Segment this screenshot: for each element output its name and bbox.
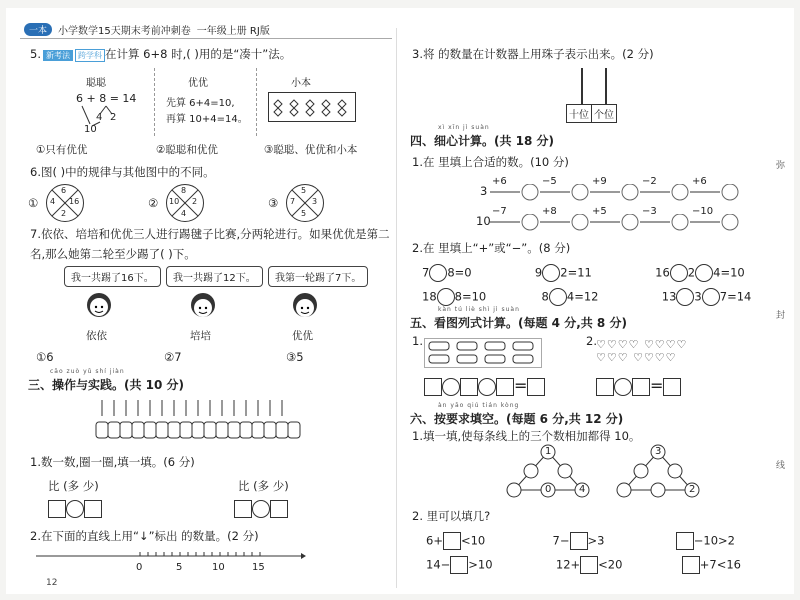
q6-option-3[interactable]: ③	[268, 196, 279, 210]
chain2-op2: +8	[542, 206, 557, 217]
s6-title: 六、按要求填空。(每题 6 分,共 12 分)	[410, 412, 624, 426]
girl-yiyi-icon	[84, 290, 114, 324]
header-edition: 一年级上册 RJ版	[196, 26, 270, 37]
header-title: 小学数学15天期末考前冲刺卷	[58, 26, 191, 37]
sign-circle[interactable]	[670, 264, 688, 282]
q7-line2: 名,那么她第二轮至少踢了( )下。	[30, 247, 196, 261]
xb-name: 小本	[291, 78, 311, 89]
brand-badge: 一本	[24, 23, 52, 36]
cong-equation: 6 + 8 = 14	[76, 92, 137, 105]
t2-top: 3	[655, 446, 662, 457]
answer-box[interactable]	[496, 378, 514, 396]
q5-title: 5. 新考法 跨学科 在计算 6+8 时,( )用的是“凑十”法。	[30, 47, 292, 61]
answer-circle[interactable]	[442, 378, 460, 396]
answer-box[interactable]	[443, 532, 461, 550]
triangle-puzzle-2[interactable]	[612, 444, 722, 500]
name-peipei: 培培	[190, 330, 211, 342]
divider-dash-2	[256, 68, 257, 136]
chain1-op5: +6	[692, 176, 707, 187]
sign-circle[interactable]	[549, 288, 567, 306]
chain2-op4: −3	[642, 206, 657, 217]
s3-title: 三、操作与实践。(共 10 分)	[28, 378, 185, 392]
speech-bubble-yiyi: 我一共踢了16下。	[64, 266, 161, 287]
new-method-tag: 新考法	[43, 50, 73, 61]
q7-line1: 7.依依、培培和优优三人进行踢毽子比赛,分两轮进行。如果优优是第二	[30, 227, 390, 241]
s3-pinyin: cāo zuò yǔ shí jiàn	[50, 368, 125, 375]
chain1-start: 3	[480, 184, 488, 198]
split-2: 2	[110, 112, 117, 123]
q7-option-3[interactable]: ③5	[286, 350, 304, 364]
r-q4-2-title: 2.在 里填上“+”或“−”。(8 分)	[412, 241, 571, 255]
compare-row-1: 比 (多 少)	[48, 479, 99, 493]
q3-2-title: 2.在下面的直线上用“↓”标出 的数量。(2 分)	[30, 529, 259, 543]
tens-label: 十位	[567, 105, 592, 122]
q6-circle-3: 5 7 3 5	[286, 184, 324, 222]
chain1-op2: −5	[542, 176, 557, 187]
speech-bubble-peipei: 我一共踢了12下。	[166, 266, 263, 287]
abacus[interactable]	[566, 68, 626, 108]
t1-bottom-1: 0	[545, 484, 552, 495]
answer-box[interactable]	[450, 556, 468, 574]
answer-circle[interactable]	[614, 378, 632, 396]
answer-box[interactable]	[527, 378, 545, 396]
s4-title: 四、细心计算。(共 18 分)	[410, 134, 555, 148]
s5-title: 五、看图列式计算。(每题 4 分,共 8 分)	[410, 316, 627, 330]
q6-circle-2: 8 10 2 4	[166, 184, 204, 222]
answer-box[interactable]	[424, 378, 442, 396]
page-number: 12	[46, 578, 58, 588]
sign-circle[interactable]	[702, 288, 720, 306]
t1-top: 1	[545, 446, 552, 457]
sign-circle[interactable]	[429, 264, 447, 282]
answer-box[interactable]	[84, 500, 102, 518]
answer-boxes-1	[48, 498, 102, 518]
ones-label: 个位	[594, 110, 614, 121]
seal-mark-3: 线	[776, 461, 786, 471]
r-q3-title: 3.将 的数量在计数器上用珠子表示出来。(2 分)	[412, 47, 654, 61]
you-name: 优优	[188, 78, 208, 89]
seal-mark-2: 封	[776, 311, 786, 321]
chain2-start: 10	[476, 214, 491, 228]
sign-row-2: 18 8=10 8 4=12 13 3 7=14	[422, 288, 751, 306]
answer-box[interactable]	[270, 500, 288, 518]
header	[24, 22, 270, 37]
tick-5: 5	[176, 562, 183, 573]
answer-box[interactable]	[663, 378, 681, 396]
s6-pinyin: àn yāo qiú tián kòng	[438, 402, 520, 409]
sign-row-1: 7 8=0 9 2=11 16 2 4=10	[422, 264, 745, 282]
chain1-op4: −2	[642, 176, 657, 187]
chain2-op5: −10	[692, 206, 714, 217]
t2-bottom: 2	[689, 484, 696, 495]
equation-boxes-2: =	[596, 376, 681, 396]
chain2-arrows	[490, 214, 740, 236]
answer-box[interactable]	[570, 532, 588, 550]
chain2-op1: −7	[492, 206, 507, 217]
answer-circle[interactable]	[66, 500, 84, 518]
answer-box[interactable]	[460, 378, 478, 396]
tick-15: 15	[252, 562, 265, 573]
r-q4-1-title: 1.在 里填上合适的数。(10 分)	[412, 155, 569, 169]
answer-box[interactable]	[682, 556, 700, 574]
ineq-row-2: 14− >10 12+ <20 +7<16	[426, 556, 741, 574]
q6-option-2[interactable]: ②	[148, 196, 159, 210]
candy-picture	[424, 338, 542, 368]
t1-bottom-2: 4	[579, 484, 586, 495]
q5-option-3[interactable]: ③聪聪、优优和小本	[264, 144, 358, 156]
triangle-puzzle-1[interactable]	[502, 444, 612, 500]
speech-bubble-youyou: 我第一轮踢了7下。	[268, 266, 368, 287]
split-4: 4	[96, 112, 103, 123]
tick-10: 10	[212, 562, 225, 573]
name-yiyi: 依依	[86, 330, 107, 342]
split-10: 10	[84, 124, 97, 135]
sign-circle[interactable]	[437, 288, 455, 306]
header-rule	[20, 38, 392, 39]
q3-1-title: 1.数一数,圈一圈,填一填。(6 分)	[30, 455, 195, 469]
chain1-op3: +9	[592, 176, 607, 187]
s5-pinyin: kàn tú liè shì jì suàn	[438, 306, 520, 313]
chain1-arrows	[490, 184, 740, 206]
q7-option-2[interactable]: ②7	[164, 350, 182, 364]
answer-box[interactable]	[580, 556, 598, 574]
sign-circle[interactable]	[695, 264, 713, 282]
abacus-base	[566, 104, 617, 123]
answer-box[interactable]	[676, 532, 694, 550]
s4-pinyin: xì xīn jì suàn	[438, 124, 490, 131]
answer-circle[interactable]	[252, 500, 270, 518]
cong-name: 聪聪	[86, 78, 106, 89]
s5-item1: 1.	[412, 334, 423, 348]
you-line2: 再算 10+4=14。	[166, 114, 248, 125]
girl-youyou-icon	[290, 290, 320, 324]
seal-mark-1: 弥	[776, 161, 786, 171]
you-line1: 先算 6+4=10,	[166, 98, 235, 109]
answer-circle[interactable]	[478, 378, 496, 396]
ten-frame	[268, 92, 356, 122]
answer-box[interactable]	[48, 500, 66, 518]
q5-option-2[interactable]: ②聪聪和优优	[156, 144, 218, 156]
equation-boxes-1: =	[424, 376, 545, 396]
r-q6-1-title: 1.填一填,使每条线上的三个数相加都得 10。	[412, 429, 641, 443]
answer-box[interactable]	[596, 378, 614, 396]
hearts-picture: ♡♡♡♡ ♡♡♡♡ ♡♡♡ ♡♡♡♡	[596, 338, 688, 364]
sign-circle[interactable]	[676, 288, 694, 306]
name-youyou: 优优	[292, 330, 313, 342]
answer-box[interactable]	[632, 378, 650, 396]
answer-boxes-2	[234, 498, 288, 518]
ineq-row-1: 6+ <10 7− >3 −10>2	[426, 532, 735, 550]
tick-0: 0	[136, 562, 143, 573]
boy-peipei-icon	[188, 290, 218, 324]
counting-objects	[92, 398, 312, 448]
sign-circle[interactable]	[542, 264, 560, 282]
divider-dash-1	[154, 68, 155, 136]
exam-page	[6, 8, 794, 594]
q6-circle-1: 6 4 16 2	[46, 184, 84, 222]
cross-subject-tag: 跨学科	[75, 49, 105, 62]
r-q6-2-title: 2. 里可以填几?	[412, 509, 491, 523]
s5-item2: 2.	[586, 334, 597, 348]
q5-option-1[interactable]: ①只有优优	[36, 144, 88, 156]
chain1-op1: +6	[492, 176, 507, 187]
chain2-op3: +5	[592, 206, 607, 217]
compare-row-2: 比 (多 少)	[238, 479, 289, 493]
q6-title: 6.图( )中的规律与其他图中的不同。	[30, 165, 215, 179]
number-line[interactable]	[36, 548, 306, 576]
column-divider	[396, 28, 397, 588]
q7-option-1[interactable]: ①6	[36, 350, 54, 364]
q6-option-1[interactable]: ①	[28, 196, 39, 210]
answer-box[interactable]	[234, 500, 252, 518]
